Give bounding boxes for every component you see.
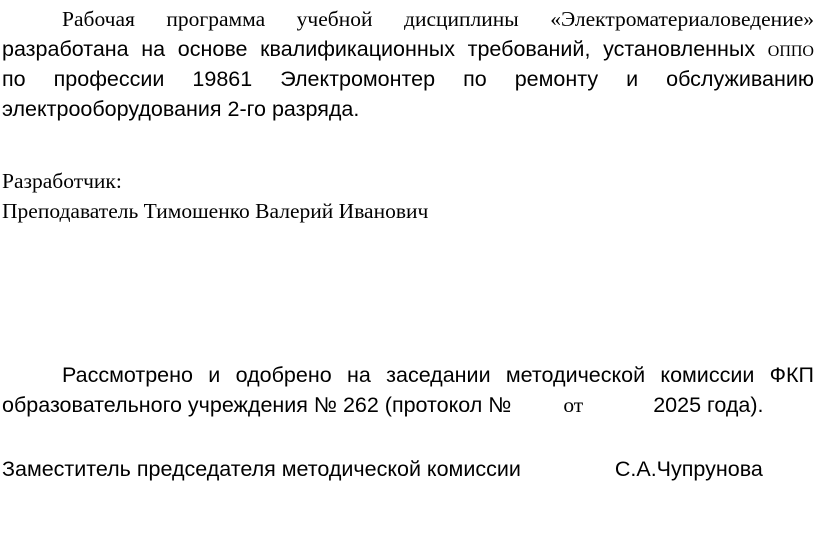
approval-line-1: Рассмотрено и одобрено на заседании методической комиссии ФКП: [62, 363, 814, 387]
signature-line: [2, 454, 814, 484]
intro-line-4: электрооборудования 2-го разряда.: [2, 97, 360, 121]
intro-line-2: [2, 34, 814, 64]
developer-block: [2, 166, 814, 226]
approval-line-2: [2, 390, 814, 420]
intro-line-3-a: по профессии: [2, 67, 165, 91]
intro-line-3-b: 19861 Электромонтер по ремонту и обслуживанию: [192, 67, 815, 91]
approval-line-2-c: 2025 года).: [653, 393, 764, 417]
intro-paragraph: [2, 4, 814, 124]
approval-line-2-a: образовательного учреждения № 262 (протокол №: [2, 393, 512, 417]
developer-label: Разработчик:: [2, 169, 122, 193]
signature-position: Заместитель председателя методической комиссии: [2, 457, 521, 481]
developer-name: Преподаватель Тимошенко Валерий Иванович: [2, 199, 429, 223]
signature-block: [2, 454, 814, 484]
approval-paragraph: [2, 360, 814, 420]
intro-line-1: Рабочая программа учебной дисциплины «Электроматериаловедение»: [62, 7, 814, 31]
oppo-abbreviation: ОППО: [767, 43, 814, 60]
intro-line-2-text: разработана на основе квалификационных требований, установленных: [2, 37, 756, 61]
signature-name: С.А.Чупрунова: [614, 457, 763, 481]
intro-line-3: [2, 64, 814, 94]
approval-line-2-b: от: [563, 393, 584, 417]
